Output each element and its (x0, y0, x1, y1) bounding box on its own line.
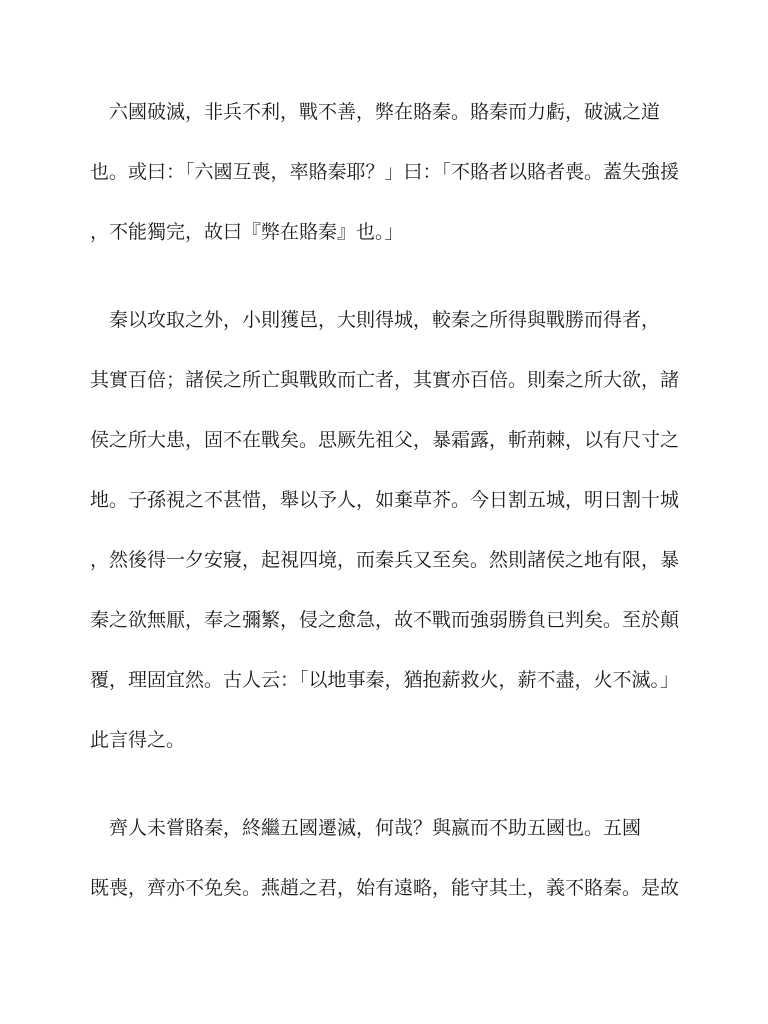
paragraph-2-line-8: 此言得之。 (90, 729, 186, 751)
paragraph-1-line-2: 也。或曰：「六國互喪，率賂秦耶？」曰：「不賂者以賂者喪。蓋失強援 (90, 161, 680, 183)
paragraph-1-line-1: 六國破滅，非兵不利，戰不善，弊在賂秦。賂秦而力虧，破滅之道 (90, 101, 661, 123)
paragraph-2-line-4: 地。子孫視之不甚惜，舉以予人，如棄草芥。今日割五城，明日割十城 (90, 489, 680, 511)
paragraph-2-line-3: 侯之所大患，固不在戰矣。思厥先祖父，暴霜露，斬荊棘，以有尺寸之 (90, 429, 680, 451)
paragraph-2-line-5: ，然後得一夕安寢，起視四境，而秦兵又至矣。然則諸侯之地有限，暴 (90, 549, 680, 571)
paragraph-2-line-2: 其實百倍；諸侯之所亡與戰敗而亡者，其實亦百倍。則秦之所大欲，諸 (90, 369, 680, 391)
paragraph-1-line-3: ，不能獨完，故曰『弊在賂秦』也。」 (90, 221, 404, 243)
paragraph-3-line-1: 齊人未嘗賂秦，終繼五國遷滅，何哉？與嬴而不助五國也。五國 (90, 817, 642, 839)
paragraph-3-line-2: 既喪，齊亦不免矣。燕趙之君，始有遠略，能守其土，義不賂秦。是故 (90, 877, 680, 899)
paragraph-2-line-1: 秦以攻取之外，小則獲邑，大則得城，較秦之所得與戰勝而得者， (90, 309, 661, 331)
paragraph-2-line-6: 秦之欲無厭，奉之彌繁，侵之愈急，故不戰而強弱勝負已判矣。至於顛 (90, 609, 680, 631)
paragraph-2-line-7: 覆，理固宜然。古人云：「以地事秦，猶抱薪救火，薪不盡，火不滅。」 (90, 669, 680, 691)
